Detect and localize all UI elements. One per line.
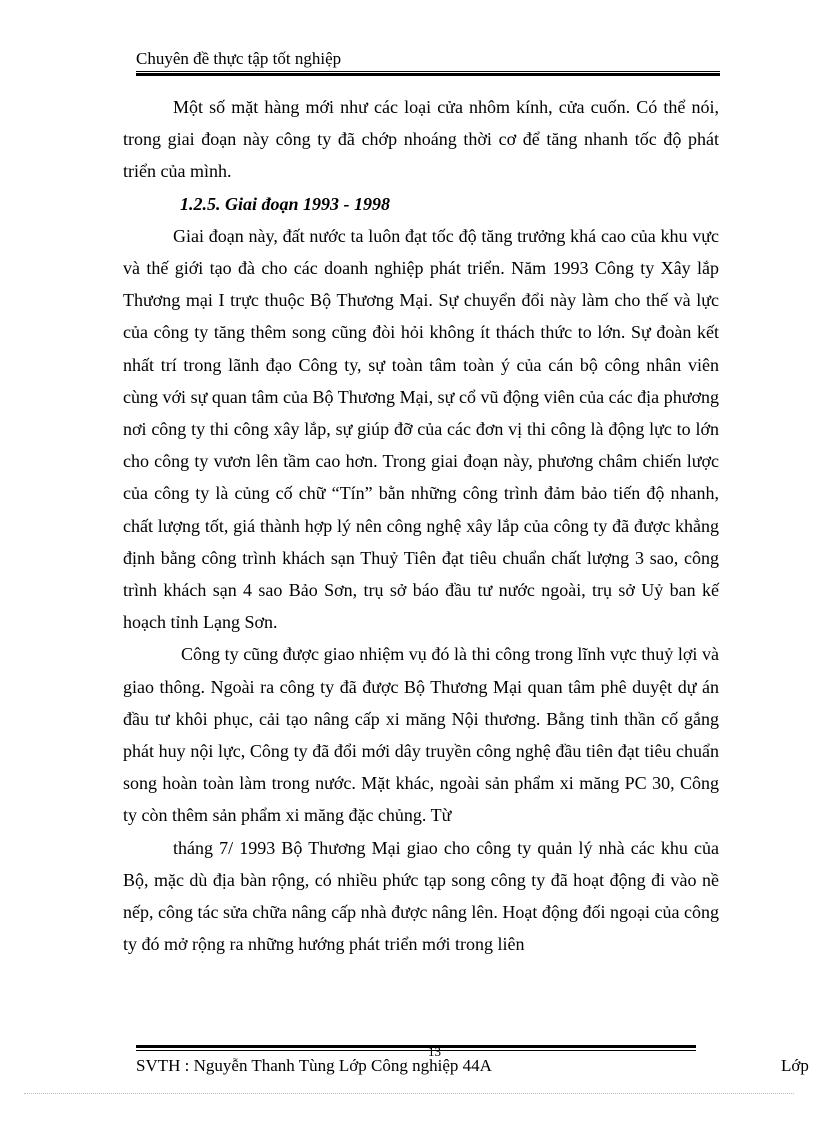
paragraph-3: Công ty cũng được giao nhiệm vụ đó là thi công trong lĩnh vực thuỷ lợi và giao thông. Ngoài ra công ty đã được Bộ Thương Mại quan tâm phê duyệt dự án đầu tư khôi phục, cải tạo nâng cấp xi măng Nội thương. Bằng tinh thần cố gắng phát huy nội lực, Công ty đã đổi mới dây truyền công nghệ đầu tiên đạt tiêu chuẩn song hoàn toàn làm trong nước. Mặt khác, ngoài sản phẩm xi măng PC 30, Công ty còn thêm sản phẩm xi măng đặc chủng. Từ <box>123 644 719 826</box>
footer-rule-thin <box>136 1050 696 1051</box>
paragraph-2: Giai đoạn này, đất nước ta luôn đạt tốc độ tăng trưởng khá cao của khu vực và thế giới tạo đà cho các doanh nghiệp phát triển. Năm 1993 Công ty Xây lắp Thương mại I trực thuộc Bộ Thương Mại. Sự chuyển đổi này làm cho thế và lực của công ty tăng thêm song cũng đòi hỏi không ít thách thức to lớn. Sự đoàn kết nhất trí trong lãnh đạo Công ty, sự toàn tâm toàn ý của cán bộ công nhân viên cùng với sự quan tâm của Bộ Thương Mại, sự cổ vũ động viên của các địa phương nơi công ty thi công xây lắp, sự giúp đỡ của các đơn vị thi công là động lực to lớn cho công ty vươn lên tầm cao hơn. Trong giai đoạn này, phương châm chiến lược của công ty là củng cố chữ “Tín” bằn những công trình đảm bảo tiến độ nhanh, chất lượng tốt, giá thành hợp lý nên công nghệ xây lắp của công ty đã được khẳng định bằng công trình khách sạn Thuỷ Tiên đạt tiêu chuẩn chất lượng 3 sao, công trình khách sạn 4 sao Bảo Sơn, trụ sở báo đầu tư nước ngoài, trụ sở Uỷ ban kế hoạch tỉnh Lạng Sơn. <box>123 225 719 633</box>
paragraph-4: tháng 7/ 1993 Bộ Thương Mại giao cho công ty quản lý nhà các khu của Bộ, mặc dù địa bàn rộng, có nhiều phức tạp song công ty đã hoạt động đi vào nề nếp, công tác sửa chữa nâng cấp nhà được nâng lên. Hoạt động đối ngoại của công ty đó mở rộng ra những hướng phát triển mới trong liên <box>123 837 719 955</box>
document-body <box>123 91 719 960</box>
section-heading: 1.2.5. Giai đoạn 1993 - 1998 <box>180 193 391 214</box>
page-number: 13 <box>428 1044 441 1059</box>
header-rule-thin <box>136 71 720 72</box>
page-edge-divider <box>24 1093 794 1094</box>
header-rule-thick <box>136 73 720 76</box>
paragraph-1: Một số mặt hàng mới như các loại cửa nhôm kính, cửa cuốn. Có thể nói, trong giai đoạn này công ty đã chớp nhoáng thời cơ để tăng nhanh tốc độ phát triển của mình. <box>123 97 719 182</box>
footer-student-info: SVTH : Nguyễn Thanh Tùng Lớp Công nghiệp 44A <box>136 1056 492 1075</box>
header-title: Chuyên đề thực tập tốt nghiệp <box>136 49 342 68</box>
footer-rule-thick <box>136 1045 696 1048</box>
footer-right-text: Lớp <box>781 1056 809 1075</box>
